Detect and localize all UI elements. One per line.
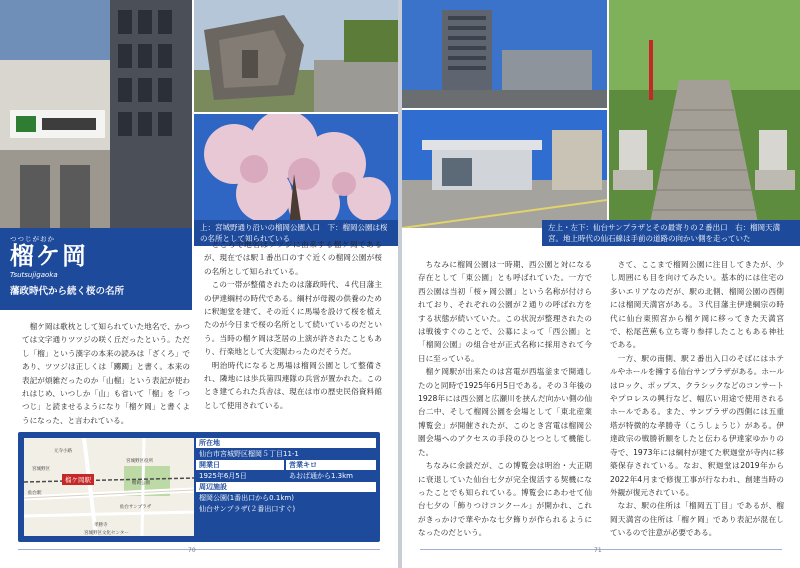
- info-dual-row: [196, 460, 376, 482]
- map-label: 榴岡公園: [132, 481, 150, 486]
- paragraph: 一方、駅の南側、駅２番出入口のそばにはホテルやホールを擁する仙台サンプラザがある。ホールはロック、ポップス、クラシックなどのコンサートやプロレスの興行など、幅広い用途で使用されるホールである。また、サンプラザの西側には五重塔が特徴的な孝勝寺（こうしょうじ）がある。伊達政宗の戦勝祈願をしたと伝わる伊達家ゆかりの寺で、1973年には綱村が建てた釈迦堂が寺内に移築保存されている。なお、釈迦堂は2019年から2022年4月まで修復工事が行なわれ、創建当時の外観が復元されている。: [610, 353, 784, 497]
- cherry-blossom-photo: [194, 114, 398, 228]
- area-map: [24, 438, 194, 536]
- paragraph: ところで地名はツツジに由来する榴ケ岡であるが、現在では駅１番出口のすぐ近くの榴岡公園が桜の名所として知られている。: [204, 240, 382, 276]
- map-label: 仙台駅: [28, 491, 42, 496]
- station-title-band: [0, 228, 192, 310]
- paragraph: 明治時代になると馬場は榴岡公園として整備され、隣地には歩兵第四連隊の兵営が置かれた。このとき建てられた兵舎は、現在は市の歴史民俗資料館として使用されている。: [204, 360, 382, 410]
- location-value: 仙台市宮城野区榴岡５丁目11-1: [199, 450, 299, 458]
- map-label: 宮城野区役所: [126, 459, 153, 464]
- page-number-right: 71: [594, 547, 602, 554]
- facility-item: 仙台サンプラザ(２番出口すぐ): [199, 505, 296, 513]
- facility-item: 榴岡公園(1番出口から0.1km): [199, 494, 294, 502]
- paragraph: ちなみに余談だが、この博覧会は明治・大正期に衰退していた仙台七夕が完全復活する契機になったことでも知られている。博覧会にあわせて仙台七夕の「飾りつけコンクール」が開かれ、これがきっかけで華やかな七夕飾りが作られるようになったのだという。: [418, 461, 592, 538]
- facilities-label: 周辺施設: [196, 482, 376, 492]
- map-label: 孝勝寺: [94, 523, 108, 528]
- article-subtitle: 藩政時代から続く桜の名所: [10, 286, 125, 297]
- left-body-col1: [22, 320, 190, 427]
- page-number-left: 70: [188, 547, 196, 554]
- park-entrance-photo: [194, 0, 398, 112]
- location-label: 所在地: [196, 438, 376, 448]
- title-ruby: つつじがおか: [10, 235, 55, 243]
- distance-label: 営業キロ: [286, 460, 376, 470]
- paragraph: 榴ケ岡駅が出来たのは宮電が西塩釜まで開通したのと同時で1925年6月5日である。その３年後の1928年には西公園と広瀬川を挟んだ向かい側の仙台二中、そして榴岡公園を会場として「東北産業博覧会」が開催されたが、このとき宮電は榴岡公園会場へのアクセスの手段のひとつとして機能した。: [418, 367, 592, 457]
- map-label: 宮城野区: [32, 467, 50, 472]
- tenmangu-shrine-photo: [609, 0, 800, 228]
- right-page: [402, 0, 800, 568]
- station-building-photo: [0, 0, 192, 228]
- station-info-panel: [196, 438, 376, 536]
- sunplaza-photo: [402, 0, 607, 108]
- station-name-roman: Tsutsujigaoka: [10, 271, 58, 279]
- map-label: 元寺小路: [54, 449, 72, 454]
- exit-2-photo: [402, 110, 607, 228]
- opened-block: [196, 460, 286, 482]
- left-body-col2: [204, 238, 382, 412]
- right-body-col2: [610, 258, 784, 540]
- paragraph: ちなみに榴岡公園は一時期、西公園と対になる存在として「東公園」とも呼ばれていた。一方で西公園は当初「桜ヶ岡公園」という名称が付けられており、それぞれの公園が２通りの呼ばれ方をする状態が続いていた。この状況が整理されたのは戦後すぐのことで、公募によって「西公園」と「榴岡公園」の組合せが正式名称に採用されて今日に至っている。: [418, 260, 592, 363]
- left-page: [0, 0, 398, 568]
- paragraph: この一帯が整備されたのは藩政時代、４代目藩主の伊達綱村の時代である。綱村が母親の供養のために釈迦堂を建て、その近くに馬場を設けて桜を植えたのが今日まで桜の名所として続いているのだという。当時の榴ケ岡は芝居の上演が許されたこともあり、行楽地として大変賑わったのだそうだ。: [204, 280, 382, 357]
- footer-rule: [18, 549, 380, 550]
- paragraph: さて、ここまで榴岡公園に注目してきたが、少し周囲にも目を向けてみたい。基本的には住宅の多いエリアなのだが、駅の北側、榴岡公園の西側には榴岡天満宮がある。３代目藩主伊達綱宗の時代に仙台東照宮から榴ケ岡に移ってきた天満宮で、松尾芭蕉も立ち寄り参拝したこともある神社である。: [610, 260, 784, 350]
- map-station-label: 榴ケ岡駅: [65, 476, 91, 484]
- left-photo-caption: 上：宮城野通り沿いの榴岡公園入口 下：榴岡公園は桜の名所として知られている: [194, 220, 398, 246]
- map-label: 宮城野区文化センター: [84, 531, 129, 536]
- station-name-title: 榴ケ岡: [10, 241, 88, 270]
- paragraph: 榴ケ岡は歌枕として知られていた地名で、かつては文字通りツツジの咲く丘だったという。ただし「榴」という漢字の本来の読みは「ざくろ」であり、ツツジは正しくは「躑躅」と書く。本来の表記が煩雑だったのか「山榴」という表記が使われはじめ、いつしか「山」も省いて「榴」を「つつじ」と読ませるようになり「榴ケ岡」と書くようになった、と言われている。: [22, 322, 190, 425]
- map-label: 仙台サンプラザ: [120, 505, 152, 510]
- distance-value: あおば通から1.3km: [289, 472, 354, 480]
- right-body-col1: [418, 258, 592, 540]
- paragraph: なお、駅の住所は「榴岡五丁目」であるが、榴岡天満宮の住所は「榴ケ岡」であり表記が混在しているので注意が必要である。: [610, 501, 784, 538]
- opened-value: 1925年6月5日: [199, 472, 247, 480]
- distance-block: [286, 460, 376, 482]
- opened-label: 開業日: [196, 460, 284, 470]
- right-photo-caption: 左上・左下：仙台サンプラザとその最寄りの２番出口 右：榴岡天満宮。地上時代の仙石線は手前の道路の向かい側を走っていた: [542, 220, 800, 246]
